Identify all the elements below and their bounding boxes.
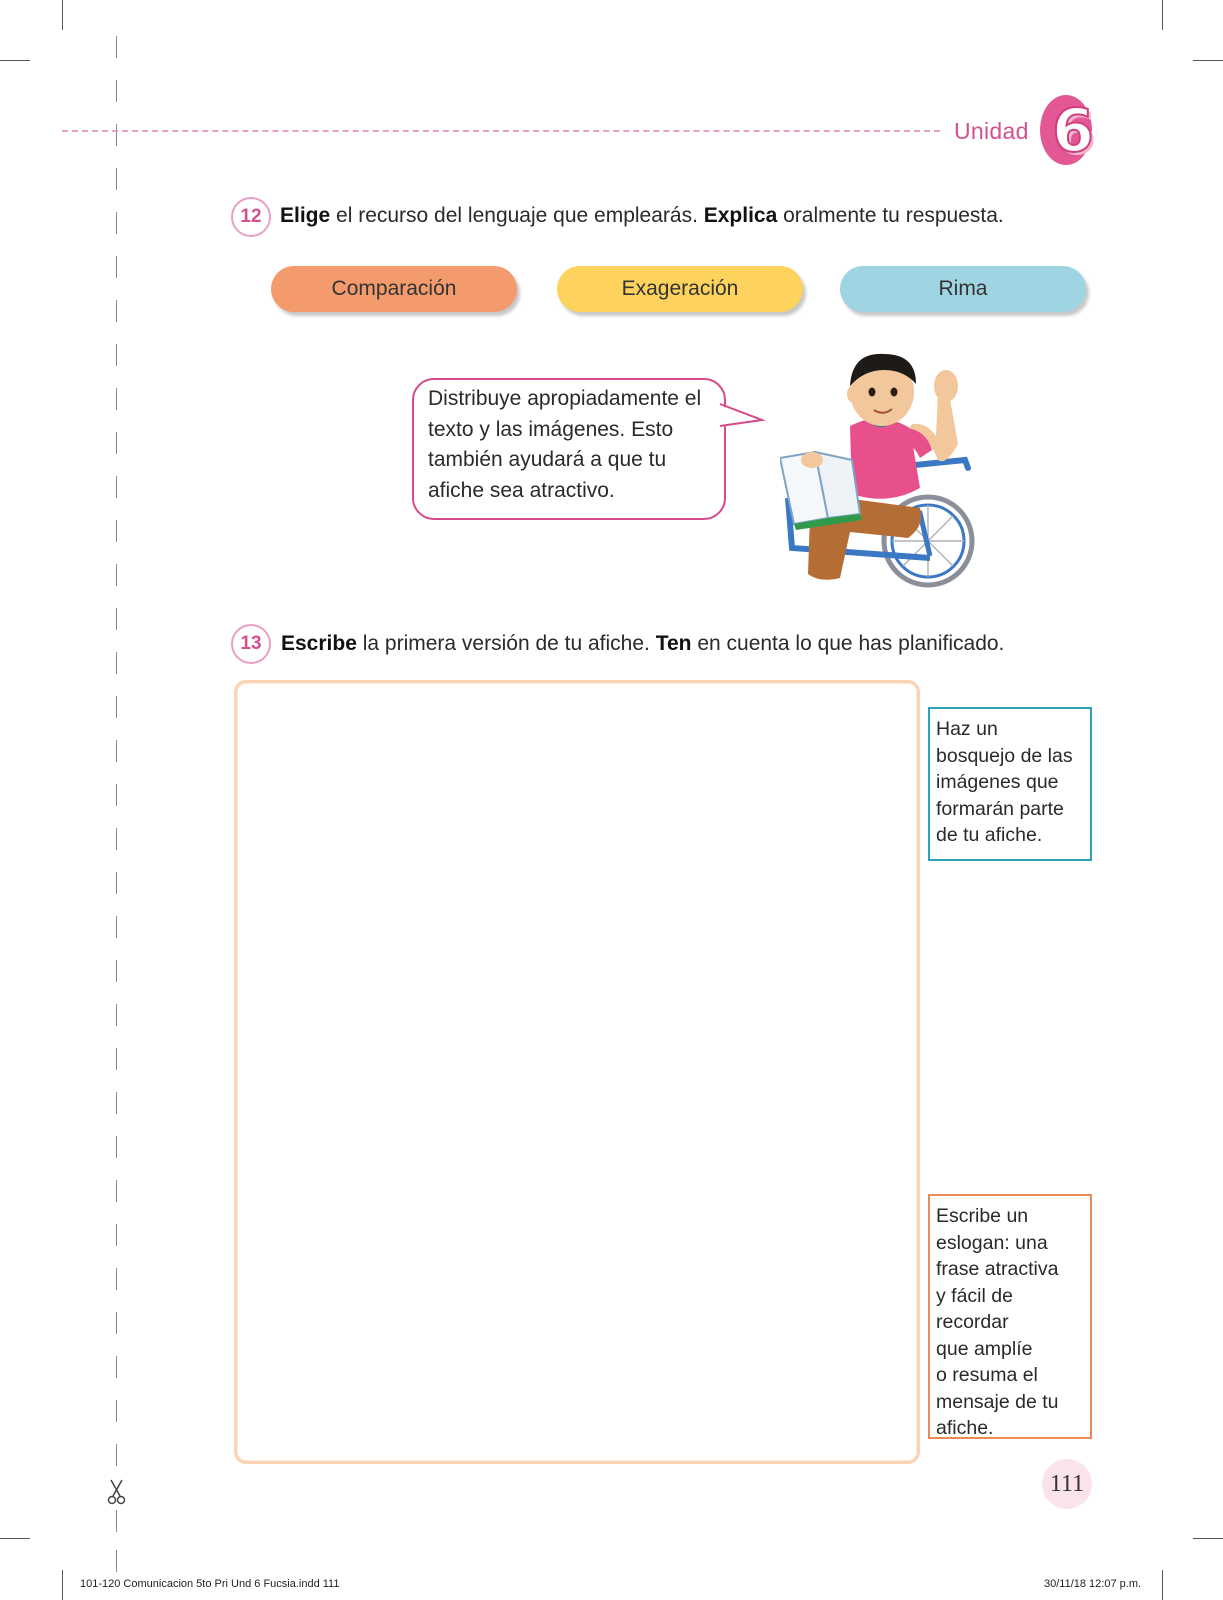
crop-mark: [1193, 1538, 1223, 1539]
activity-12-instruction: Elige el recurso del lenguaje que emplearás. Explica oralmente tu respuesta.: [280, 204, 1004, 227]
tip-slogan-box: Escribe un eslogan: una frase atractiva y fácil de recordar que amplíe o resuma el mensaje de tu afiche.: [928, 1194, 1092, 1439]
activity-13-instruction: Escribe la primera versión de tu afiche. Ten en cuenta lo que has planificado.: [281, 632, 1005, 655]
instruction-verb: Explica: [703, 204, 778, 227]
option-rima[interactable]: Rima: [840, 266, 1086, 312]
speech-bubble-text: Distribuye apropiadamente el texto y las imágenes. Esto también ayudará a que tu afiche sea atractivo.: [428, 387, 702, 502]
scissors-icon: [106, 1478, 128, 1506]
page-number: 111: [1042, 1459, 1092, 1509]
crop-mark: [62, 0, 63, 30]
instruction-verb: Elige: [280, 204, 331, 227]
header-divider: [62, 130, 940, 132]
tip-sketch-box: Haz un bosquejo de las imágenes que formarán parte de tu afiche.: [928, 707, 1092, 861]
instruction-verb: Escribe: [281, 632, 357, 655]
boy-wheelchair-illustration: [780, 348, 995, 593]
option-exageracion[interactable]: Exageración: [557, 266, 803, 312]
instruction-verb: Ten: [655, 632, 692, 655]
crop-mark: [1193, 60, 1223, 61]
unit-number: 6: [1052, 96, 1094, 166]
unit-label: Unidad: [954, 118, 1029, 144]
crop-mark: [0, 1538, 30, 1539]
crop-mark: [62, 1570, 63, 1600]
crop-mark: [1162, 0, 1163, 30]
footer-date: 30/11/18 12:07 p.m.: [1044, 1578, 1142, 1590]
poster-drawing-area[interactable]: [234, 680, 920, 1464]
activity-number-12: 12: [231, 197, 271, 237]
footer-file-name: 101-120 Comunicacion 5to Pri Und 6 Fucsia.indd 111: [80, 1578, 340, 1590]
speech-bubble-tail: [716, 398, 768, 432]
option-comparacion[interactable]: Comparación: [271, 266, 517, 312]
activity-number-13: 13: [231, 624, 271, 664]
crop-mark: [0, 60, 30, 61]
crop-mark: [1162, 1570, 1163, 1600]
